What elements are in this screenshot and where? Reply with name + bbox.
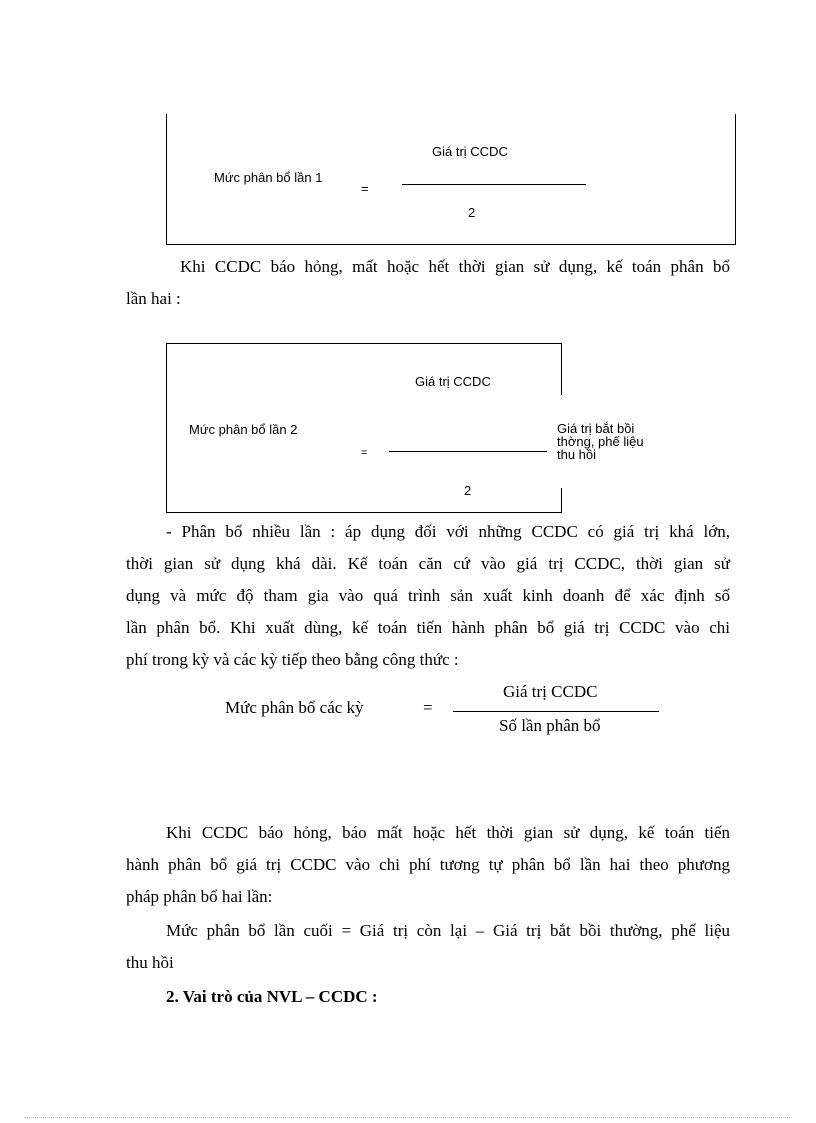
formula-box-2-right-edge-bottom	[561, 488, 562, 512]
formula1-fraction-bar	[402, 184, 586, 185]
paragraph-2-line: dụng và mức độ tham gia vào quá trình sản xuất kinh doanh để xác định số	[126, 586, 730, 605]
formula2-label: Mức phân bổ lần 2	[189, 422, 298, 437]
formula3-numerator: Giá trị CCDC	[503, 682, 598, 701]
formula3-label: Mức phân bổ các kỳ	[225, 698, 364, 717]
paragraph-2	[126, 516, 730, 676]
formula1-denominator: 2	[468, 205, 476, 220]
paragraph-3-line: pháp phân bổ hai lần:	[126, 887, 273, 906]
formula3-fraction-bar	[453, 711, 659, 712]
formula2-side-note	[557, 422, 644, 461]
paragraph-1	[126, 251, 730, 315]
formula2-side-note-line: thu hồi	[557, 447, 597, 462]
section-heading: 2. Vai trò của NVL – CCDC :	[166, 987, 378, 1006]
paragraph-1-line: lần hai :	[126, 289, 181, 308]
formula2-denominator: 2	[464, 483, 472, 498]
formula2-side-note-line: Giá trị bắt bồi	[557, 421, 635, 436]
paragraph-4-line: thu hồi	[126, 953, 174, 972]
formula2-numerator: Giá trị CCDC	[415, 374, 491, 389]
paragraph-2-line: thời gian sử dụng khá dài. Kế toán căn cứ vào giá trị CCDC, thời gian sử	[126, 554, 730, 573]
formula1-equals: =	[361, 181, 369, 196]
paragraph-2-line: - Phân bổ nhiều lần : áp dụng đối với những CCDC có giá trị khá lớn,	[166, 522, 730, 541]
paragraph-3	[126, 817, 730, 913]
paragraph-3-line: Khi CCDC báo hỏng, báo mất hoặc hết thời gian sử dụng, kế toán tiến	[166, 823, 730, 842]
paragraph-2-line: phí trong kỳ và các kỳ tiếp theo bằng công thức :	[126, 650, 459, 669]
paragraph-3-line: hành phân bổ giá trị CCDC vào chi phí tương tự phân bổ lần hai theo phương	[126, 855, 730, 874]
page-bottom-divider	[24, 1117, 792, 1118]
formula3-denominator: Số lần phân bổ	[499, 716, 601, 735]
paragraph-4-line: Mức phân bổ lần cuối = Giá trị còn lại – Giá trị bắt bồi thường, phế liệu	[166, 921, 730, 940]
formula1-numerator: Giá trị CCDC	[432, 144, 508, 159]
paragraph-2-line: lần phân bổ. Khi xuất dùng, kế toán tiến hành phân bổ giá trị CCDC vào chi	[126, 618, 730, 637]
formula2-equals: =	[361, 447, 368, 459]
formula2-side-note-line: thờng, phế liệu	[557, 434, 644, 449]
formula-box-2-right-edge-top	[561, 343, 562, 395]
formula3-equals: =	[423, 698, 433, 717]
formula1-label: Mức phân bổ lần 1	[214, 170, 323, 185]
formula2-fraction-bar	[389, 451, 547, 452]
paragraph-1-line: Khi CCDC báo hỏng, mất hoặc hết thời gian sử dụng, kế toán phân bổ	[180, 257, 730, 276]
paragraph-4	[126, 915, 730, 979]
